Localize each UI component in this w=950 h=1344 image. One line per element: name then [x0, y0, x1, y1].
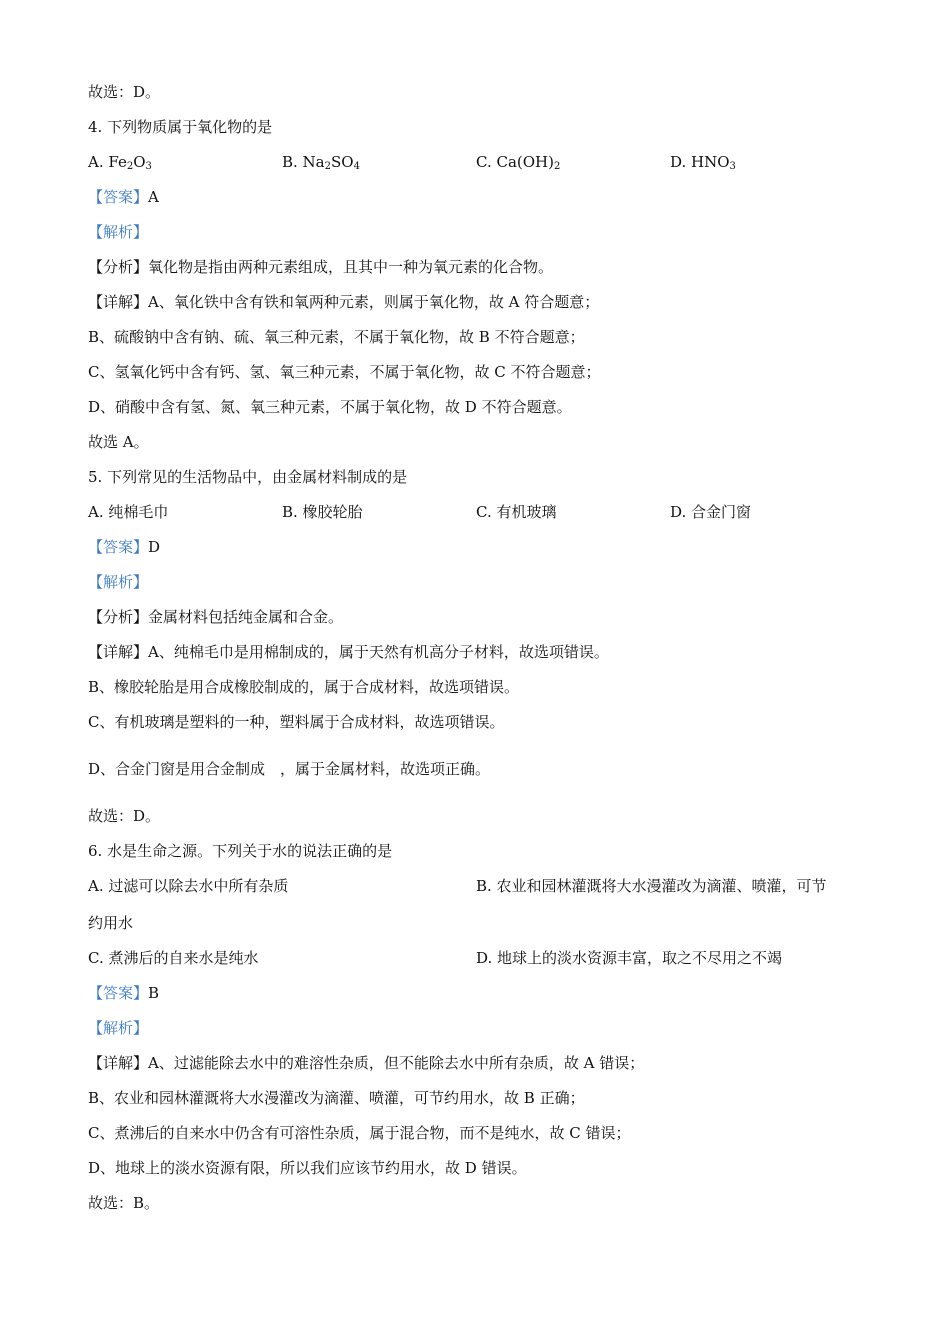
previous-conclusion: 故选：D。: [88, 83, 161, 101]
q4-analysis-tag: 【解析】: [88, 223, 149, 241]
q4-answer: 【答案】A: [88, 188, 159, 206]
q6-option-b-continued: 约用水: [88, 914, 134, 932]
q4-option-a: A. $Fe_2O_3$: [88, 153, 152, 172]
q5-analysis-tag: 【解析】: [88, 573, 149, 591]
q5-stem: 5. 下列常见的生活物品中，由金属材料制成的是: [88, 468, 408, 486]
q4-option-c: C. $Ca(OH)_2$: [476, 153, 561, 172]
q5-fenxi: 【分析】金属材料包括纯金属和合金。: [88, 608, 344, 626]
q4-option-b: B. $Na_2SO_4$: [282, 153, 360, 172]
q4-detail-d: D、硝酸中含有氢、氮、氧三种元素，不属于氧化物，故 D 不符合题意。: [88, 398, 572, 416]
q5-detail-b: B、橡胶轮胎是用合成橡胶制成的，属于合成材料，故选项错误。: [88, 678, 520, 696]
answer-tag: 【答案】: [88, 538, 149, 556]
q6-conclusion: 故选：B。: [88, 1194, 160, 1212]
q5-detail-d: D、合金门窗是用合金制成 ，属于金属材料，故选项正确。: [88, 760, 491, 778]
q4-fenxi: 【分析】氧化物是指由两种元素组成，且其中一种为氧元素的化合物。: [88, 258, 554, 276]
q4-detail-c: C、氢氧化钙中含有钙、氢、氧三种元素，不属于氧化物，故 C 不符合题意；: [88, 363, 601, 381]
q6-option-b: B. 农业和园林灌溉将大水漫灌改为滴灌、喷灌，可节: [476, 877, 827, 895]
q6-option-c: C. 煮沸后的自来水是纯水: [88, 949, 259, 967]
answer-tag: 【答案】: [88, 188, 149, 206]
q6-answer: 【答案】B: [88, 984, 160, 1002]
answer-tag: 【答案】: [88, 984, 149, 1002]
q6-analysis-tag: 【解析】: [88, 1019, 149, 1037]
q4-stem: 4. 下列物质属于氧化物的是: [88, 118, 273, 136]
q6-detail-a: 【详解】A、过滤能除去水中的难溶性杂质，但不能除去水中所有杂质，故 A 错误；: [88, 1054, 645, 1072]
q5-option-d: D. 合金门窗: [670, 503, 752, 521]
q5-answer: 【答案】D: [88, 538, 161, 556]
q4-option-d: D. $HNO_3$: [670, 153, 736, 172]
q6-detail-c: C、煮沸后的自来水中仍含有可溶性杂质，属于混合物，而不是纯水，故 C 错误；: [88, 1124, 631, 1142]
q4-conclusion: 故选 A。: [88, 433, 149, 451]
q5-detail-a: 【详解】A、纯棉毛巾是用棉制成的，属于天然有机高分子材料，故选项错误。: [88, 643, 609, 661]
q6-option-a: A. 过滤可以除去水中所有杂质: [88, 877, 289, 895]
q6-detail-d: D、地球上的淡水资源有限，所以我们应该节约用水，故 D 错误。: [88, 1159, 527, 1177]
q6-stem: 6. 水是生命之源。下列关于水的说法正确的是: [88, 842, 393, 860]
q4-detail-a: 【详解】A、氧化铁中含有铁和氧两种元素，则属于氧化物，故 A 符合题意；: [88, 293, 600, 311]
q6-detail-b: B、农业和园林灌溉将大水漫灌改为滴灌、喷灌，可节约用水，故 B 正确；: [88, 1089, 585, 1107]
q5-option-b: B. 橡胶轮胎: [282, 503, 363, 521]
q5-option-c: C. 有机玻璃: [476, 503, 557, 521]
q5-detail-c: C、有机玻璃是塑料的一种，塑料属于合成材料，故选项错误。: [88, 713, 505, 731]
q5-conclusion: 故选：D。: [88, 807, 161, 825]
q6-option-d: D. 地球上的淡水资源丰富，取之不尽用之不竭: [476, 949, 783, 967]
q4-detail-b: B、硫酸钠中含有钠、硫、氧三种元素，不属于氧化物，故 B 不符合题意；: [88, 328, 585, 346]
q5-option-a: A. 纯棉毛巾: [88, 503, 169, 521]
